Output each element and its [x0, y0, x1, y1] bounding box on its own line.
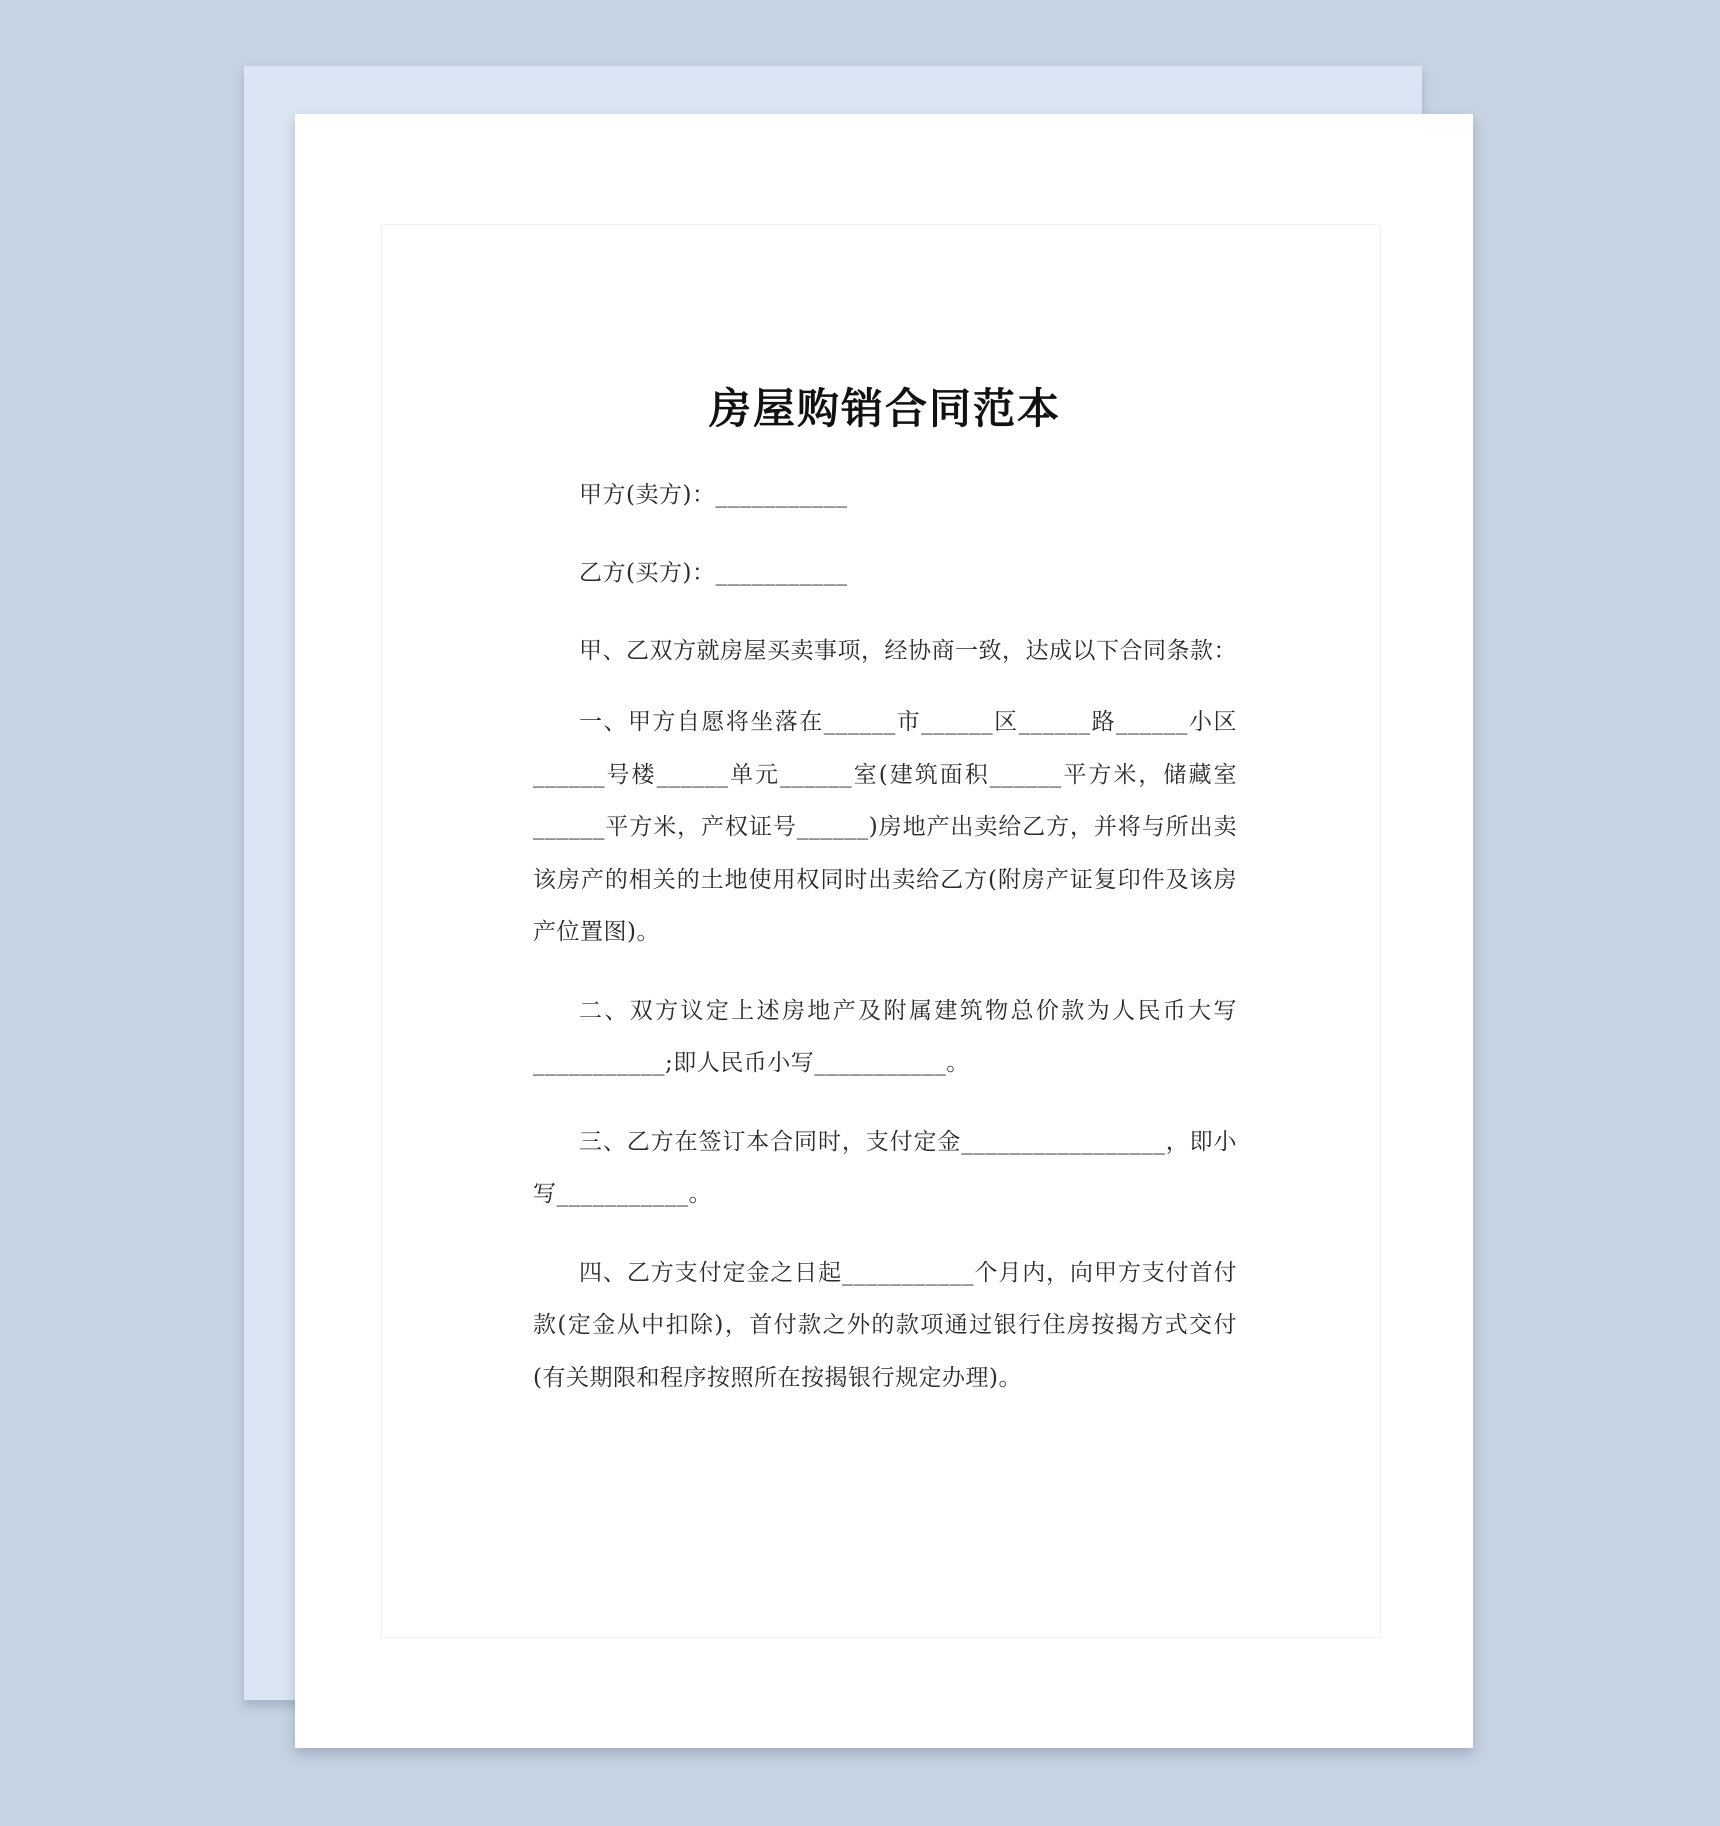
intro-paragraph: 甲、乙双方就房屋买卖事项，经协商一致，达成以下合同条款： — [579, 638, 1237, 665]
document-title: 房屋购销合同范本 — [708, 384, 1061, 433]
clause-4: 四、乙方支付定金之日起___________个月内，向甲方支付首付款(定金从中扣除)，首付款之外的款项通过银行住房按揭方式交付(有关期限和程序按照所在按揭银行规定办理)。 — [533, 1259, 1237, 1391]
document-content — [533, 384, 1237, 1430]
clause-2: 二、双方议定上述房地产及附属建筑物总价款为人民币大写___________;即人民币小写___________。 — [533, 997, 1237, 1077]
party-a-line: 甲方(卖方)：___________ — [579, 482, 848, 509]
clause-1: 一、甲方自愿将坐落在______市______区______路______小区______号楼______单元______室(建筑面积______平方米，储藏室______平方米，产权证号______)房地产出卖给乙方，并将与所出卖该房产的相关的土地使用权同时出卖给乙方(附房产证复印件及该房产位置图)。 — [533, 709, 1237, 946]
clause-3: 三、乙方在签订本合同时，支付定金_________________，即小写___________。 — [533, 1128, 1237, 1208]
party-b-line: 乙方(买方)：___________ — [579, 560, 848, 587]
front-paper-sheet — [295, 114, 1473, 1748]
